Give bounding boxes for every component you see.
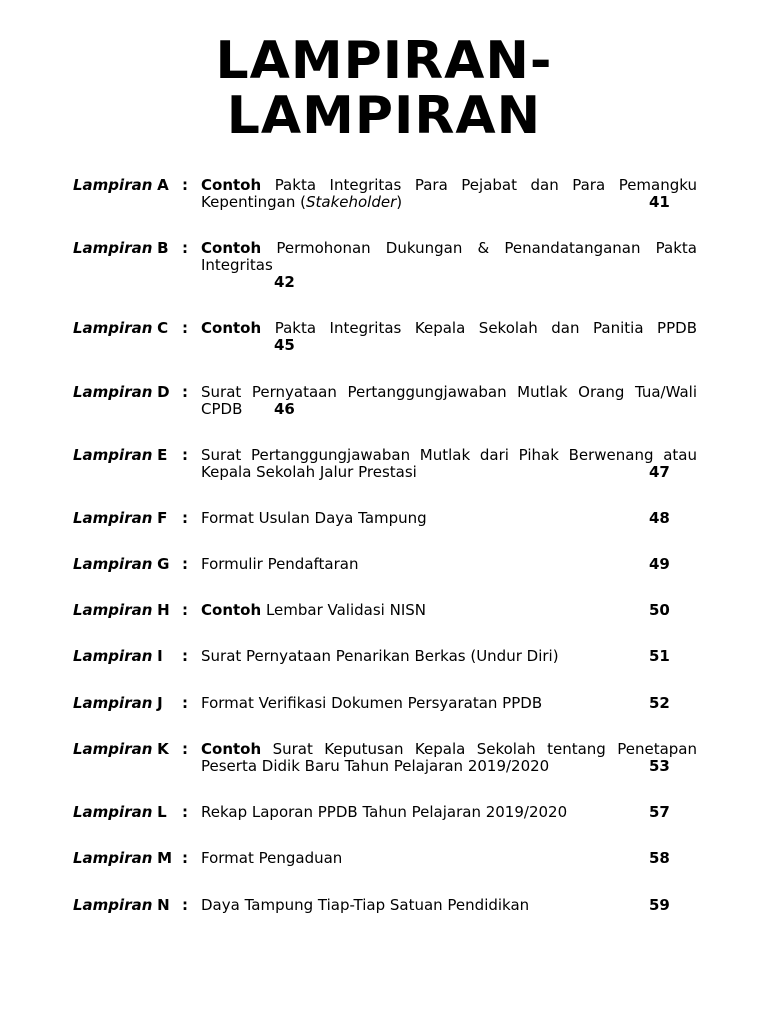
lampiran-colon: :	[182, 383, 188, 401]
page-title-line-2: LAMPIRAN	[226, 86, 542, 146]
lampiran-entry-n[interactable]	[73, 897, 697, 914]
lampiran-label: Lampiran H	[73, 601, 170, 619]
lampiran-colon: :	[182, 740, 188, 758]
lampiran-page-number: 50	[649, 601, 670, 619]
lampiran-entry-m[interactable]	[73, 850, 697, 867]
lampiran-label: Lampiran G	[73, 555, 170, 573]
lampiran-page-number: 49	[649, 555, 670, 573]
lampiran-description: Format Pengaduan	[201, 849, 343, 867]
lampiran-colon: :	[182, 849, 188, 867]
lampiran-colon: :	[182, 555, 188, 573]
lampiran-page-number: 41	[649, 193, 670, 211]
lampiran-description: Surat Pernyataan Penarikan Berkas (Undur Diri)	[201, 647, 559, 665]
lampiran-description: Format Usulan Daya Tampung	[201, 509, 427, 527]
lampiran-page-number: 47	[649, 463, 670, 481]
lampiran-colon: :	[182, 694, 188, 712]
lampiran-colon: :	[182, 239, 188, 257]
lampiran-label: Lampiran L	[73, 803, 167, 821]
lampiran-label: Lampiran I	[73, 647, 163, 665]
page-title	[0, 31, 768, 146]
lampiran-page-number: 58	[649, 849, 670, 867]
lampiran-entry-k[interactable]	[73, 741, 697, 775]
lampiran-description: Surat Pertanggungjawaban Mutlak dari Pihak Berwenang atau Kepala Sekolah Jalur Prestasi	[201, 446, 697, 481]
lampiran-label: Lampiran M	[73, 849, 173, 867]
lampiran-label: Lampiran K	[73, 740, 169, 758]
lampiran-description: Contoh Permohonan Dukungan & Penandatanganan Pakta Integritas	[201, 239, 697, 274]
lampiran-page-number: 45	[274, 336, 295, 354]
lampiran-description: Formulir Pendaftaran	[201, 555, 359, 573]
lampiran-entry-f[interactable]	[73, 510, 697, 527]
lampiran-page-number: 51	[649, 647, 670, 665]
lampiran-label: Lampiran F	[73, 509, 168, 527]
lampiran-label: Lampiran C	[73, 319, 169, 337]
lampiran-page-number: 59	[649, 896, 670, 914]
lampiran-description: Rekap Laporan PPDB Tahun Pelajaran 2019/2020	[201, 803, 568, 821]
lampiran-colon: :	[182, 896, 188, 914]
lampiran-label: Lampiran B	[73, 239, 169, 257]
lampiran-description: Daya Tampung Tiap-Tiap Satuan Pendidikan	[201, 896, 530, 914]
lampiran-page-number: 46	[274, 400, 295, 418]
lampiran-entry-i[interactable]	[73, 648, 697, 665]
lampiran-colon: :	[182, 176, 188, 194]
lampiran-page-number: 52	[649, 694, 670, 712]
lampiran-entry-l[interactable]	[73, 804, 697, 821]
lampiran-entry-j[interactable]	[73, 695, 697, 712]
lampiran-description: Format Verifikasi Dokumen Persyaratan PPDB	[201, 694, 543, 712]
lampiran-colon: :	[182, 601, 188, 619]
lampiran-colon: :	[182, 509, 188, 527]
lampiran-entry-g[interactable]	[73, 556, 697, 573]
lampiran-colon: :	[182, 803, 188, 821]
lampiran-page-number: 42	[274, 273, 295, 291]
lampiran-entry-b[interactable]	[73, 239, 697, 291]
lampiran-label: Lampiran E	[73, 446, 168, 464]
lampiran-colon: :	[182, 319, 188, 337]
page-title-line-1: LAMPIRAN-	[215, 31, 553, 91]
lampiran-label: Lampiran N	[73, 896, 170, 914]
lampiran-description: Contoh Pakta Integritas Kepala Sekolah dan Panitia PPDB	[201, 319, 697, 337]
lampiran-page-number: 53	[649, 757, 670, 775]
lampiran-description: Contoh Pakta Integritas Para Pejabat dan Para Pemangku Kepentingan (Stakeholder)	[201, 176, 697, 211]
lampiran-entry-e[interactable]	[73, 447, 697, 481]
lampiran-entry-c[interactable]	[73, 319, 697, 354]
lampiran-colon: :	[182, 446, 188, 464]
lampiran-entry-d[interactable]	[73, 384, 697, 418]
lampiran-label: Lampiran D	[73, 383, 170, 401]
lampiran-page-number: 57	[649, 803, 670, 821]
lampiran-description: Surat Pernyataan Pertanggungjawaban Mutlak Orang Tua/Wali CPDB	[201, 383, 697, 418]
lampiran-label: Lampiran J	[73, 694, 163, 712]
lampiran-label: Lampiran A	[73, 176, 169, 194]
lampiran-entry-a[interactable]	[73, 177, 697, 211]
lampiran-description: Contoh Lembar Validasi NISN	[201, 601, 426, 619]
lampiran-entry-h[interactable]	[73, 602, 697, 619]
lampiran-colon: :	[182, 647, 188, 665]
lampiran-page-number: 48	[649, 509, 670, 527]
lampiran-description: Contoh Surat Keputusan Kepala Sekolah tentang Penetapan Peserta Didik Baru Tahun Pelajaran 2019/2020	[201, 740, 697, 775]
